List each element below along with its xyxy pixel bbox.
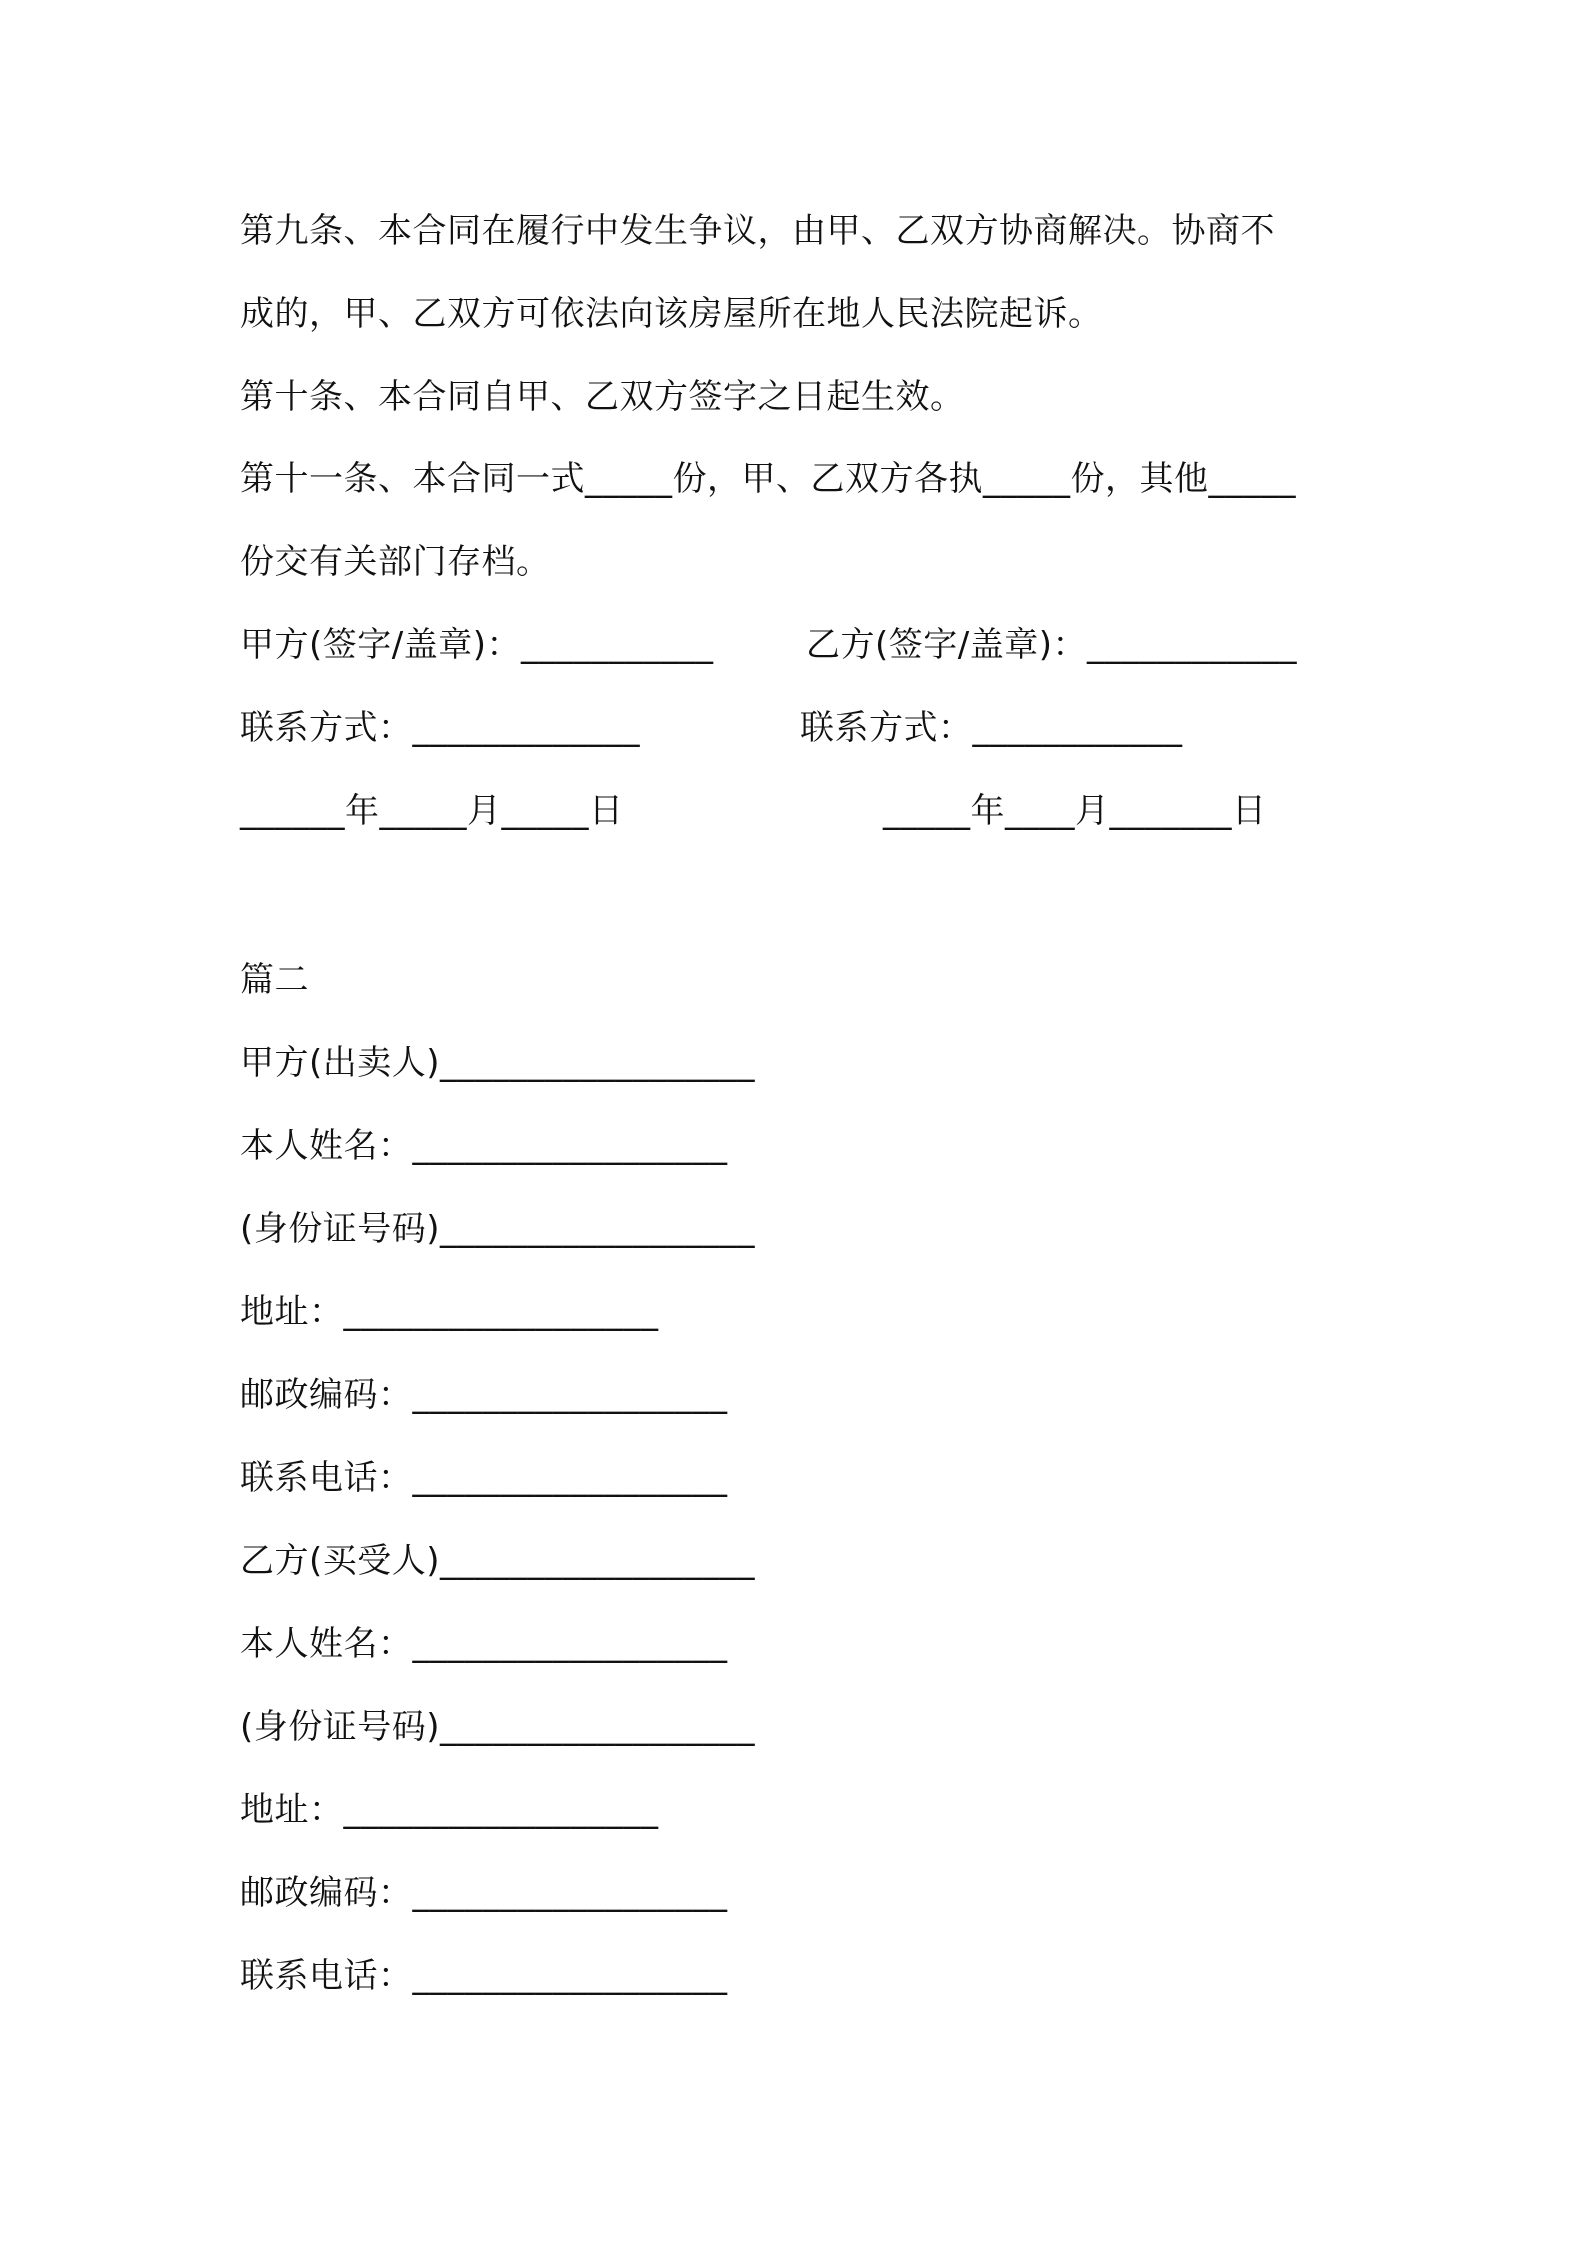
seller-address-field: 地址：__________________ (240, 1292, 659, 1332)
party-b-date: _____年____月_______日 (883, 791, 1267, 831)
party-b-signature: 乙方(签字/盖章)：____________ (806, 625, 1297, 665)
party-a-date: ______年_____月_____日 (240, 791, 624, 831)
buyer-address-field: 地址：__________________ (240, 1790, 659, 1830)
seller-phone-field: 联系电话：__________________ (240, 1458, 728, 1498)
article-9-line-1: 第九条、本合同在履行中发生争议，由甲、乙双方协商解决。协商不 (240, 211, 1275, 251)
buyer-name-field: 本人姓名：__________________ (240, 1624, 728, 1664)
seller-id-field: (身份证号码)__________________ (240, 1209, 756, 1249)
seller-field: 甲方(出卖人)__________________ (240, 1043, 756, 1083)
buyer-phone-field: 联系电话：__________________ (240, 1956, 728, 1996)
article-9-line-2: 成的，甲、乙双方可依法向该房屋所在地人民法院起诉。 (240, 294, 1103, 334)
buyer-id-field: (身份证号码)__________________ (240, 1707, 756, 1747)
party-b-contact: 联系方式：____________ (800, 708, 1183, 748)
article-10: 第十条、本合同自甲、乙双方签字之日起生效。 (240, 377, 965, 417)
section-two-heading: 篇二 (240, 960, 309, 1000)
party-a-signature: 甲方(签字/盖章)：___________ (240, 625, 714, 665)
buyer-field: 乙方(买受人)__________________ (240, 1541, 756, 1581)
buyer-postcode-field: 邮政编码：__________________ (240, 1873, 728, 1913)
seller-name-field: 本人姓名：__________________ (240, 1126, 728, 1166)
seller-postcode-field: 邮政编码：__________________ (240, 1375, 728, 1415)
party-a-contact: 联系方式：_____________ (240, 708, 640, 748)
article-11-line-2: 份交有关部门存档。 (240, 542, 551, 582)
article-11-line-1: 第十一条、本合同一式_____份，甲、乙双方各执_____份，其他_____ (240, 459, 1296, 499)
